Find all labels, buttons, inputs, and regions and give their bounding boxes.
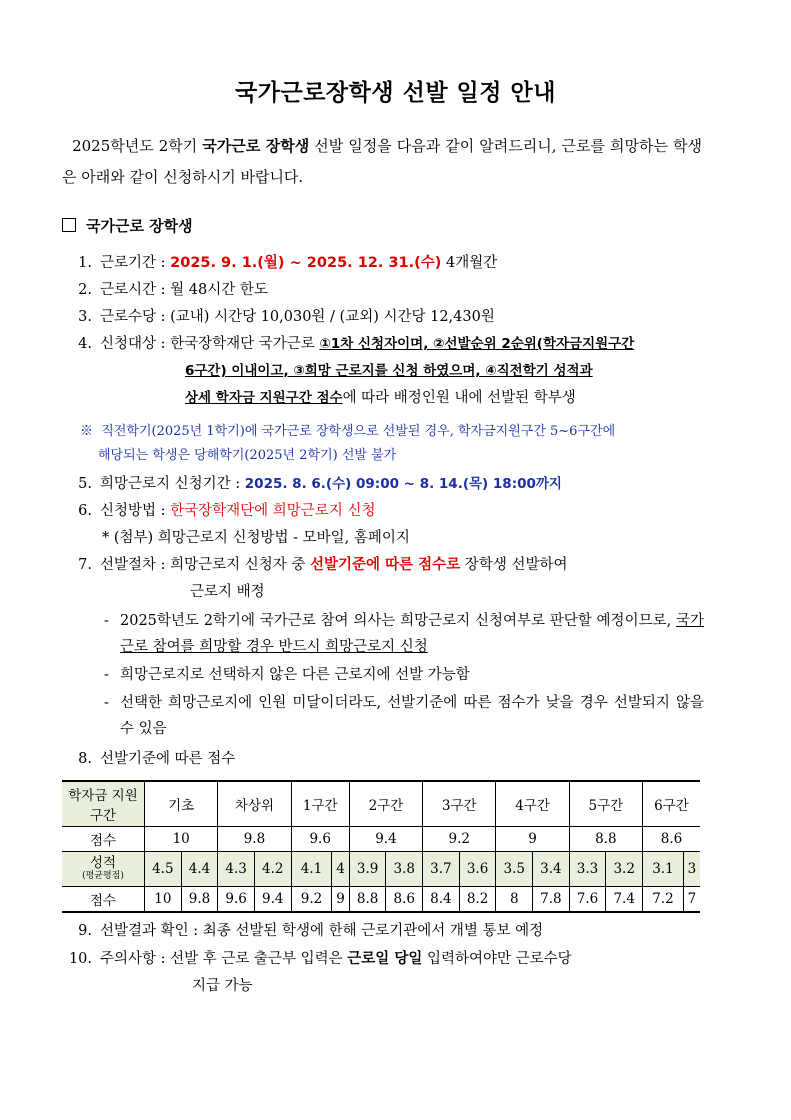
grade-score-cell: 7.4 xyxy=(606,887,643,913)
section-title: 국가근로 장학생 xyxy=(86,217,193,235)
bullet-2-text: 희망근로지로 선택하지 않은 다른 근로지에 선발 가능함 xyxy=(120,667,470,683)
item-number: 7. xyxy=(78,557,92,573)
grade-score-cell: 9.4 xyxy=(254,887,291,913)
selection-text-2: 장학생 선발하여 xyxy=(460,557,568,573)
item-4-line-2 xyxy=(185,358,705,384)
intro-paragraph xyxy=(62,131,702,193)
grade-cell: 3.2 xyxy=(606,852,643,887)
group-score-cell: 9 xyxy=(496,827,569,852)
group-header: 1구간 xyxy=(291,781,349,827)
item-7-line-2 xyxy=(190,579,690,605)
bullet-1 xyxy=(104,608,704,660)
header-label-cell: 학자금 지원구간 xyxy=(62,781,145,827)
item-number: 5. xyxy=(78,476,92,492)
grade-cell: 4.4 xyxy=(181,852,218,887)
grade-cell: 4.1 xyxy=(291,852,332,887)
item-10-line-2 xyxy=(192,973,692,999)
item-label: 신청대상 : xyxy=(100,336,171,352)
item-5 xyxy=(62,471,702,497)
score-heading: 선발기준에 따른 점수 xyxy=(100,751,236,767)
item-label: 희망근로지 신청기간 : xyxy=(100,476,245,492)
item-7 xyxy=(62,552,702,578)
item-3 xyxy=(62,304,702,330)
notice-note xyxy=(80,420,710,468)
bullet-3 xyxy=(104,690,704,742)
grade-label: 성적 xyxy=(89,855,117,871)
grade-score-cell: 7 xyxy=(683,887,700,913)
note-line-2: 해당되는 학생은 당해학기(2025년 2학기) 선발 불가 xyxy=(98,448,397,463)
grade-score-cell: 8.6 xyxy=(386,887,423,913)
intro-text-2: 선발 일정을 다음과 같이 알려드리니, 근로를 희망하는 학생은 아래와 같이 신청하시기 바랍니다. xyxy=(62,137,702,186)
work-hours: 근로시간 : 월 48시간 한도 xyxy=(100,282,268,298)
application-period: 2025. 8. 6.(수) 09:00 ~ 8. 14.(목) 18:00까지 xyxy=(244,476,562,492)
table-row xyxy=(62,827,700,852)
eligibility-conditions-2: 6구간) 이내이고, ③희망 근로지를 신청 하였으며, ④직전학기 성적과 xyxy=(185,363,593,379)
grade-cell: 3.1 xyxy=(643,852,684,887)
group-header: 5구간 xyxy=(569,781,642,827)
checkbox-square-icon xyxy=(62,218,76,232)
item-suffix: 4개월간 xyxy=(441,255,498,271)
attachment-note: * (첨부) 희망근로지 신청방법 - 모바일, 홈페이지 xyxy=(102,530,410,546)
group-score-cell: 9.4 xyxy=(349,827,422,852)
item-number: 10. xyxy=(68,951,92,967)
row-label xyxy=(62,852,145,887)
grade-cell: 4.5 xyxy=(145,852,182,887)
item-4-line-3 xyxy=(185,385,705,411)
grade-score-cell: 8.8 xyxy=(349,887,386,913)
table-row xyxy=(62,887,700,913)
work-pay: 근로수당 : (교내) 시간당 10,030원 / (교외) 시간당 12,430원 xyxy=(100,309,495,325)
grade-cell: 3 xyxy=(683,852,700,887)
grade-cell: 3.8 xyxy=(386,852,423,887)
grade-sublabel: (평균평점) xyxy=(82,871,124,881)
eligibility-conditions-3: 상세 학자금 지원구간 점수 xyxy=(185,390,343,406)
item-1 xyxy=(62,250,702,276)
item-number: 6. xyxy=(78,503,92,519)
grade-score-cell: 7.2 xyxy=(643,887,684,913)
grade-cell: 4 xyxy=(332,852,349,887)
grade-score-cell: 9 xyxy=(332,887,349,913)
grade-score-cell: 8.2 xyxy=(459,887,496,913)
group-header: 차상위 xyxy=(218,781,291,827)
table-row xyxy=(62,852,700,887)
grade-score-cell: 10 xyxy=(145,887,182,913)
group-header: 6구간 xyxy=(643,781,700,827)
caution-bold: 근로일 당일 xyxy=(347,951,423,967)
item-number: 4. xyxy=(78,336,92,352)
item-6-sub xyxy=(102,525,742,551)
grade-score-cell: 9.6 xyxy=(218,887,255,913)
bullet-2 xyxy=(104,662,704,688)
application-method: 한국장학재단에 희망근로지 신청 xyxy=(170,503,376,519)
group-score-cell: 9.8 xyxy=(218,827,291,852)
group-score-cell: 10 xyxy=(145,827,218,852)
group-header: 기초 xyxy=(145,781,218,827)
result-notice: 선발결과 확인 : 최종 선발된 학생에 한해 근로기관에서 개별 통보 예정 xyxy=(100,923,544,939)
item-6 xyxy=(62,498,702,524)
item-number: 8. xyxy=(78,751,92,767)
row-label: 점수 xyxy=(62,827,145,852)
caution-text-2: 입력하여야만 근로수당 xyxy=(422,951,572,967)
table-header-row xyxy=(62,781,700,827)
bullet-1-underlined: 국가근로 참여를 희망할 경우 반드시 희망근로지 신청 xyxy=(120,613,704,655)
group-score-cell: 8.6 xyxy=(643,827,700,852)
caution-text-3: 지급 가능 xyxy=(192,978,253,994)
item-label: 주의사항 : xyxy=(100,951,171,967)
group-score-cell: 9.6 xyxy=(291,827,349,852)
bullet-dash: - xyxy=(104,695,109,711)
grade-cell: 3.6 xyxy=(459,852,496,887)
item-2 xyxy=(62,277,702,303)
grade-cell: 3.4 xyxy=(533,852,570,887)
item-label: 근로기간 : xyxy=(100,255,171,271)
group-header: 2구간 xyxy=(349,781,422,827)
note-mark: ※ xyxy=(80,424,94,439)
item-4 xyxy=(62,331,702,357)
intro-bold: 국가근로 장학생 xyxy=(202,137,310,155)
bullet-3-text: 선택한 희망근로지에 인원 미달이더라도, 선발기준에 따른 점수가 낮을 경우 선발되지 않을 수 있음 xyxy=(120,695,704,737)
page-title: 국가근로장학생 선발 일정 안내 xyxy=(235,80,556,106)
group-header: 4구간 xyxy=(496,781,569,827)
row-label: 점수 xyxy=(62,887,145,913)
eligibility-suffix: 에 따라 배정인원 내에 선발된 학부생 xyxy=(342,390,576,406)
selection-criteria: 선발기준에 따른 점수로 xyxy=(310,557,461,573)
grade-cell: 3.5 xyxy=(496,852,533,887)
group-score-cell: 9.2 xyxy=(423,827,496,852)
grade-score-cell: 8.4 xyxy=(423,887,460,913)
group-score-cell: 8.8 xyxy=(569,827,642,852)
bullet-1-text: 2025학년도 2학기에 국가근로 참여 의사는 희망근로지 신청여부로 판단할 예정이므로, xyxy=(120,613,676,629)
score-table xyxy=(62,780,700,913)
grade-cell: 3.7 xyxy=(423,852,460,887)
item-8 xyxy=(62,746,702,772)
selection-text: 희망근로지 신청자 중 xyxy=(170,557,311,573)
work-period: 2025. 9. 1.(월) ~ 2025. 12. 31.(수) xyxy=(170,255,442,271)
grade-score-cell: 8 xyxy=(496,887,533,913)
item-number: 3. xyxy=(78,309,92,325)
item-10 xyxy=(62,946,702,972)
eligibility-text: 한국장학재단 국가근로 xyxy=(170,336,320,352)
group-header: 3구간 xyxy=(423,781,496,827)
grade-score-cell: 7.8 xyxy=(533,887,570,913)
item-label: 선발절차 : xyxy=(100,557,171,573)
note-line-1: 직전학기(2025년 1학기)에 국가근로 장학생으로 선발된 경우, 학자금지원구간 5~6구간에 xyxy=(101,424,616,439)
grade-score-cell: 7.6 xyxy=(569,887,606,913)
bullet-dash: - xyxy=(104,613,109,629)
item-label: 신청방법 : xyxy=(100,503,171,519)
section-heading xyxy=(62,215,193,236)
grade-score-cell: 9.8 xyxy=(181,887,218,913)
item-number: 1. xyxy=(78,255,92,271)
grade-cell: 3.9 xyxy=(349,852,386,887)
grade-score-cell: 9.2 xyxy=(291,887,332,913)
bullet-dash: - xyxy=(104,667,109,683)
grade-cell: 4.2 xyxy=(254,852,291,887)
item-number: 2. xyxy=(78,282,92,298)
grade-cell: 3.3 xyxy=(569,852,606,887)
item-9 xyxy=(62,918,702,944)
selection-text-3: 근로지 배정 xyxy=(190,584,265,600)
item-number: 9. xyxy=(78,923,92,939)
intro-text-1: 2025학년도 2학기 xyxy=(72,137,203,155)
grade-cell: 4.3 xyxy=(218,852,255,887)
eligibility-conditions-1: ①1차 신청자이며, ②선발순위 2순위(학자금지원구간 xyxy=(319,336,635,352)
caution-text: 선발 후 근로 출근부 입력은 xyxy=(170,951,348,967)
